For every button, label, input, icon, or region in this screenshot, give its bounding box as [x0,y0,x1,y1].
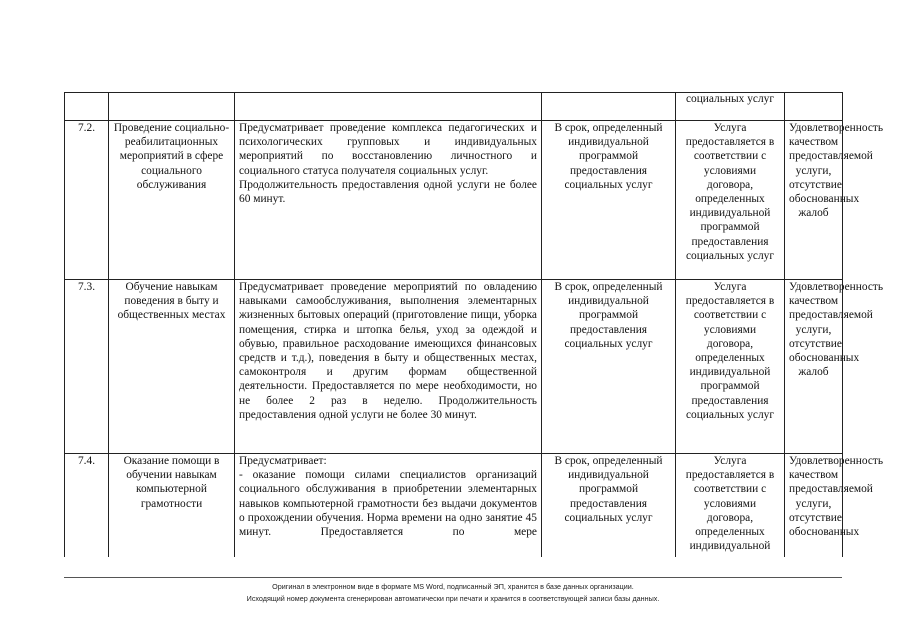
cell-conditions: социальных услуг [676,93,785,121]
cell-name [109,93,235,121]
cell-number [65,93,109,121]
table-row-continuation [65,93,843,121]
cell-quality [785,93,843,121]
cell-quality: Удовлетворенность качеством предоставляемой услуги, отсутствие обоснованных [785,454,843,557]
cell-description [235,93,542,121]
description-paragraph: Предусматривает проведение мероприятий по овладению навыками самообслуживания, выполнения элементарных жизненных бытовых операций (приготовление пищи, уборка помещения, стирка и штопка белья, уход за одеждой и обувью, правильное расходование имеющихся финансовых средств и т.д.), поведения в быту и общественных местах, самоконтроля и другим формам общественной деятельности. Предоставляется по мере необходимости, но не более 2 раз в неделю. Продолжительность предоставления одной услуги не более 30 минут. [239,281,537,421]
cell-conditions: Услуга предоставляется в соответствии с условиями договора, определенных индивидуальной [676,454,785,557]
cell-conditions: Услуга предоставляется в соответствии с условиями договора, определенных индивидуальной программой предоставления социальных услуг [676,280,785,454]
services-table [64,92,884,557]
cell-number: 7.3. [65,280,109,454]
cell-description [235,280,542,454]
table-row [65,121,843,280]
cell-quality: Удовлетворенность качеством предоставляемой услуги, отсутствие обоснованных жалоб [785,121,843,280]
table-row [65,280,843,454]
description-paragraph: Предусматривает проведение комплекса педагогических и психологических групповых и индивидуальных мероприятий по восстановлению личностного и социального статуса получателя социальных услуг. [239,122,537,177]
footer-divider [64,577,842,578]
cell-name: Проведение социально-реабилитационных мероприятий в сфере социального обслуживания [109,121,235,280]
cell-name: Оказание помощи в обучении навыкам компьютерной грамотности [109,454,235,557]
cell-name: Обучение навыкам поведения в быту и общественных местах [109,280,235,454]
cell-term [542,93,676,121]
cell-number: 7.4. [65,454,109,557]
footer-note-storage: Оригинал в электронном виде в формате MS Word, подписанный ЭП, хранится в базе данных организации. [272,582,634,591]
description-paragraph: Предусматривает: [239,455,327,467]
table-row [65,454,843,557]
cell-conditions: Услуга предоставляется в соответствии с условиями договора, определенных индивидуальной программой предоставления социальных услуг [676,121,785,280]
cell-description [235,454,542,557]
cell-term: В срок, определенный индивидуальной программой предоставления социальных услуг [542,121,676,280]
cell-description [235,121,542,280]
cell-number: 7.2. [65,121,109,280]
cell-term: В срок, определенный индивидуальной программой предоставления социальных услуг [542,454,676,557]
description-paragraph: - оказание помощи силами специалистов организаций социального обслуживания в приобретении элементарных навыков компьютерной грамотности без выдачи документов о прохождении обучения. Норма времени на одно занятие 45 минут. Предоставляется по мере [239,469,537,539]
cell-quality: Удовлетворенность качеством предоставляемой услуги, отсутствие обоснованных жалоб [785,280,843,454]
description-paragraph: Продолжительность предоставления одной услуги не более 60 минут. [239,178,537,206]
cell-term: В срок, определенный индивидуальной программой предоставления социальных услуг [542,280,676,454]
footer-note-number: Исходящий номер документа сгенерирован автоматически при печати и хранится в соответствующей записи базы данных. [246,594,660,603]
